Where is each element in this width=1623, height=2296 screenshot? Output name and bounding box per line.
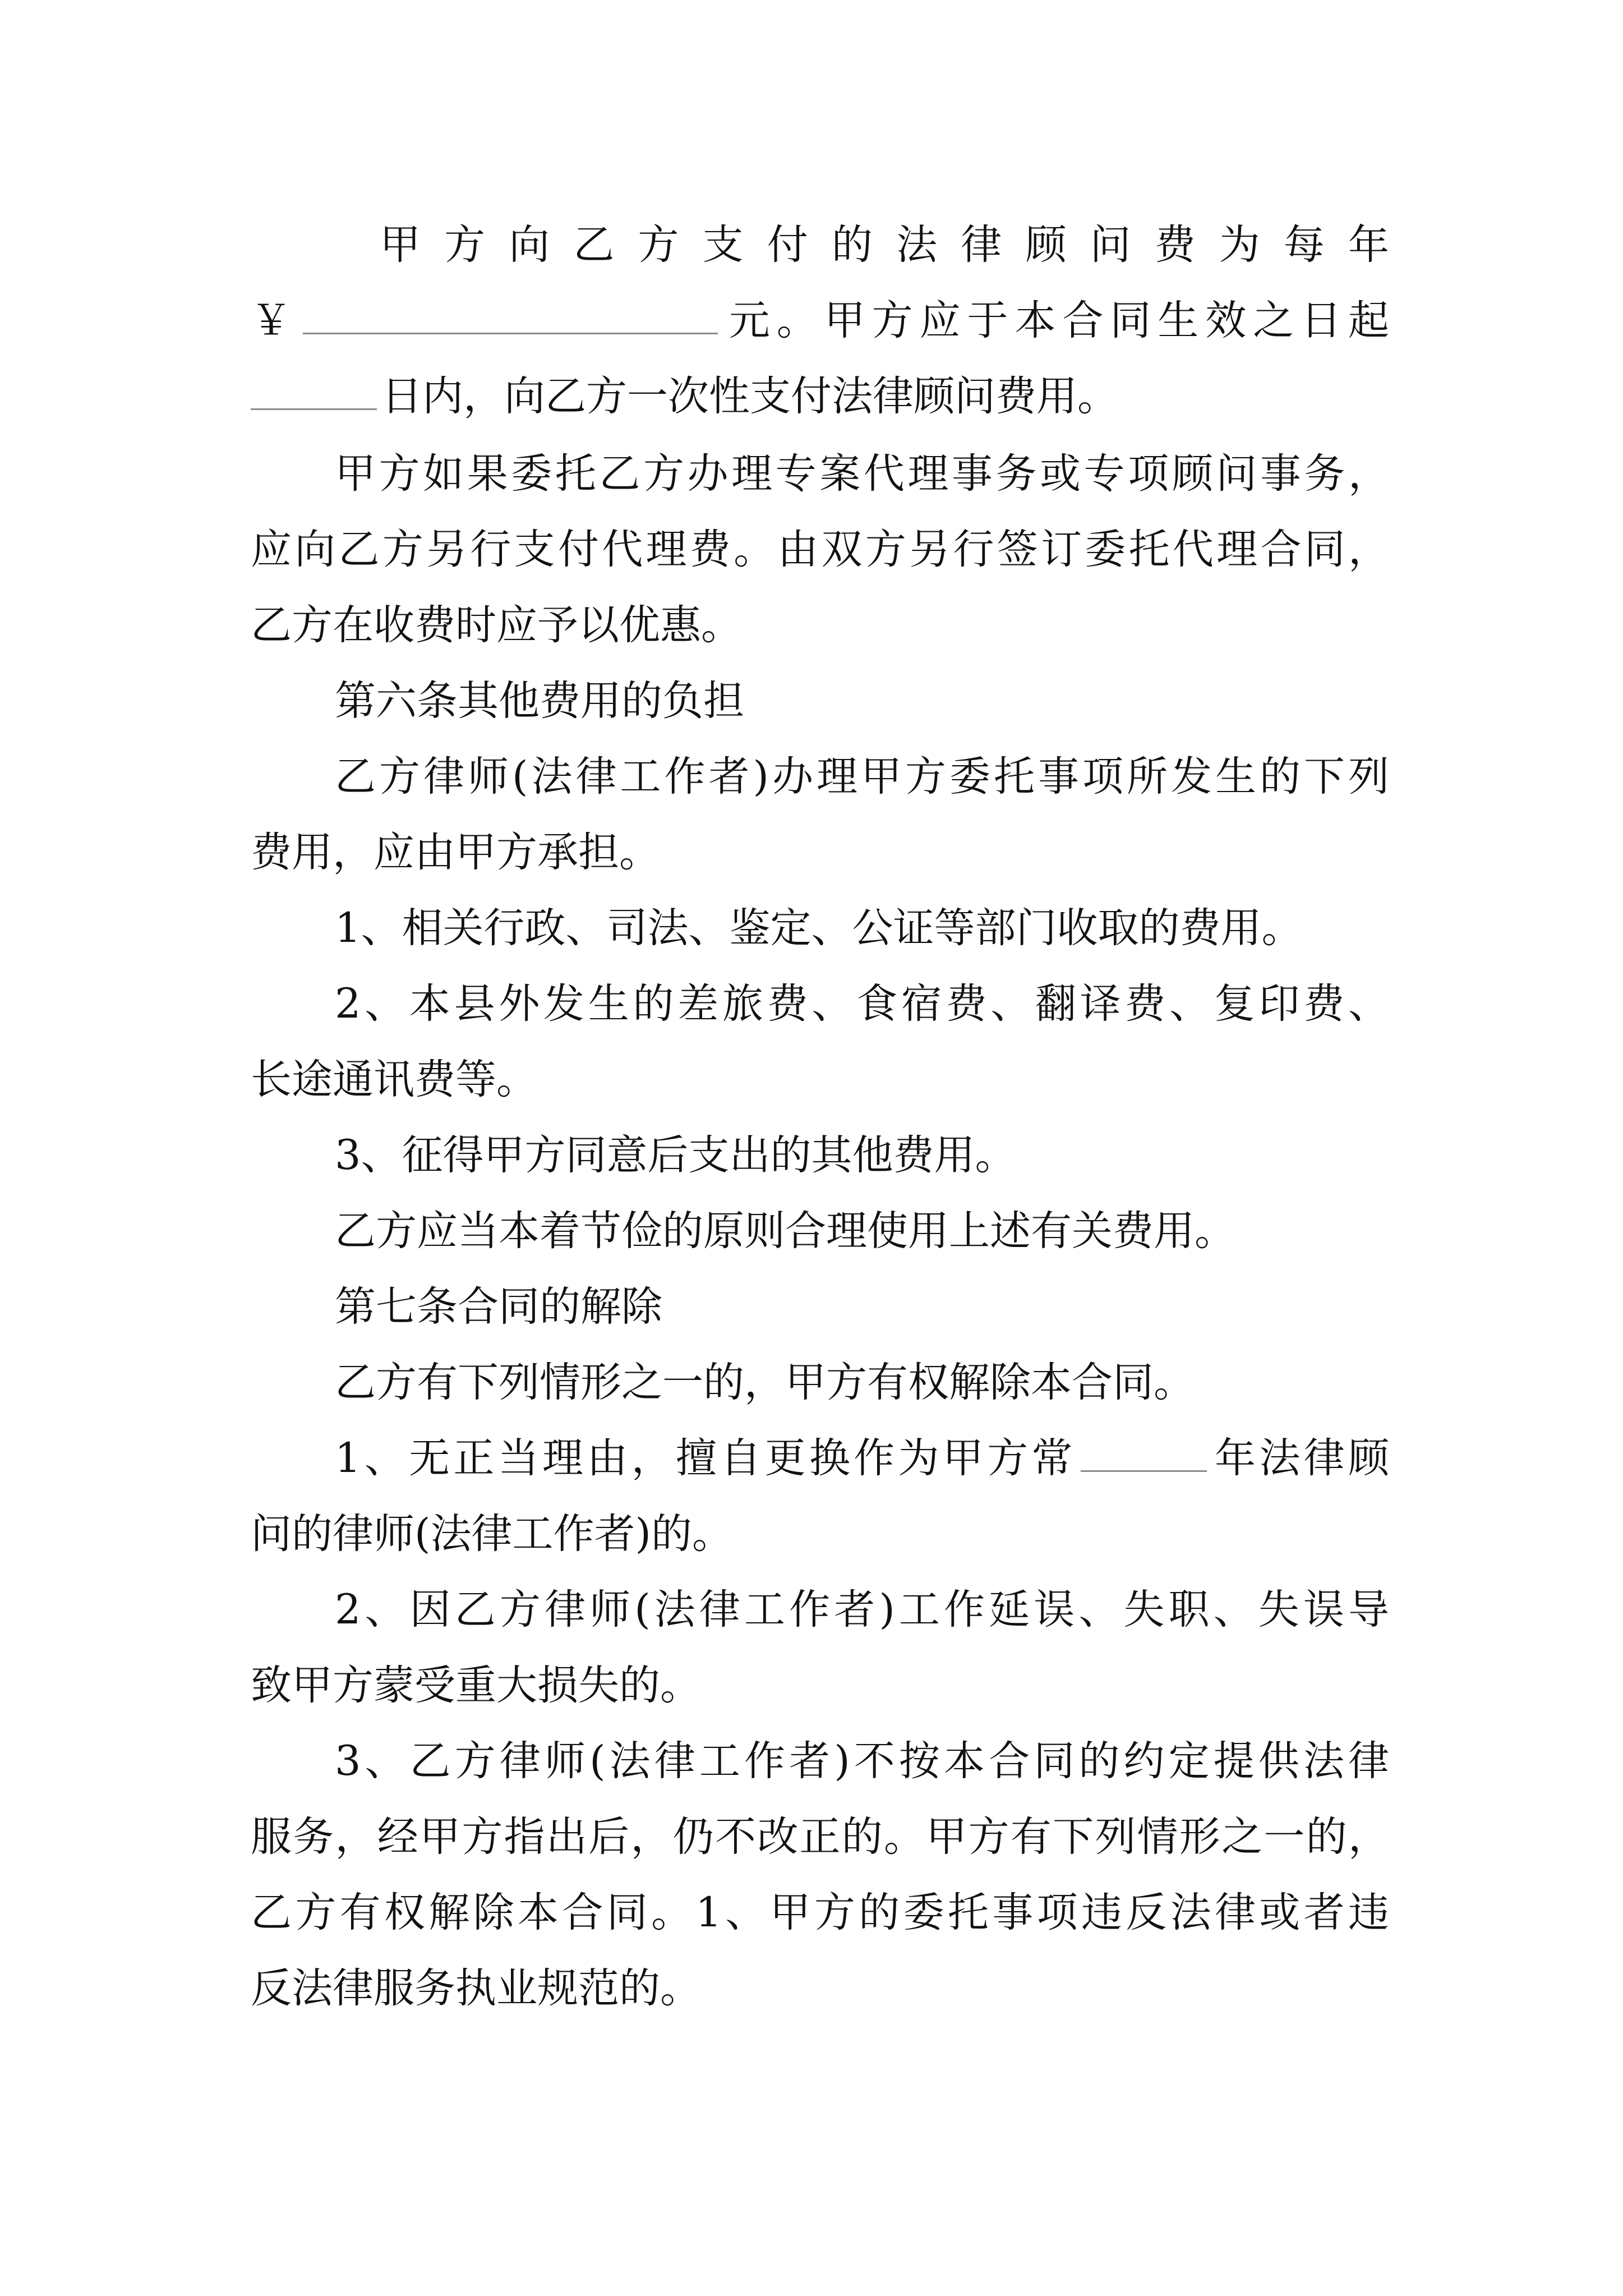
article-7-item-3-line-2: 服务，经甲方指出后，仍不改正的。甲方有下列情形之一的， [251, 1813, 1389, 1861]
article-6-closing: 乙方应当本着节俭的原则合理使用上述有关费用。 [335, 1207, 1235, 1255]
agency-line-1: 甲方如果委托乙方办理专案代理事务或专项顾问事务， [335, 450, 1389, 498]
article-6-item-1: 1、相关行政、司法、鉴定、公证等部门收取的费用。 [335, 904, 1303, 952]
article-7-heading: 第七条合同的解除 [335, 1283, 662, 1331]
agency-line-3: 乙方在收费时应予以优惠。 [251, 601, 742, 649]
article-6-item-3: 3、征得甲方同意后支出的其他费用。 [335, 1131, 1016, 1179]
article-7-item-3-line-4: 反法律服务执业规范的。 [251, 1964, 701, 2012]
fee-line-2-tail: 元。甲方应于本合同生效之日起 [722, 297, 1389, 344]
days-blank [251, 369, 377, 410]
article-7-item-1-tail: 年法律顾 [1211, 1434, 1389, 1482]
years-blank [1081, 1431, 1207, 1472]
fee-line-3 [251, 355, 1389, 439]
article-6-intro-line-1: 乙方律师(法律工作者)办理甲方委托事项所发生的下列 [335, 753, 1389, 800]
article-6-heading: 第六条其他费用的负担 [335, 677, 744, 725]
fee-line-2 [251, 279, 1389, 363]
article-7-intro: 乙方有下列情形之一的，甲方有权解除本合同。 [335, 1359, 1195, 1406]
article-7-item-1-head: 1、无正当理由，擅自更换作为甲方常 [335, 1434, 1076, 1482]
amount-blank [303, 293, 718, 334]
article-7-item-1-line-1 [335, 1416, 1389, 1501]
article-6-item-2-line-2: 长途通讯费等。 [251, 1056, 537, 1103]
currency-symbol: ￥ [251, 297, 298, 344]
article-6-intro-line-2: 费用，应由甲方承担。 [251, 829, 660, 876]
agency-line-2: 应向乙方另行支付代理费。由双方另行签订委托代理合同， [251, 526, 1389, 573]
article-6-item-2-line-1: 2、本县外发生的差旅费、食宿费、翻译费、复印费、 [335, 980, 1389, 1028]
article-7-item-3-line-3: 乙方有权解除本合同。1、甲方的委托事项违反法律或者违 [251, 1889, 1389, 1936]
fee-line-3-tail: 日内，向乙方一次性支付法律顾问费用。 [381, 372, 1118, 420]
article-7-item-3-line-1: 3、乙方律师(法律工作者)不按本合同的约定提供法律 [335, 1737, 1389, 1785]
article-7-item-1-line-2: 问的律师(法律工作者)的。 [251, 1510, 733, 1558]
fee-line-1: 甲方向乙方支付的法律顾问费为每年 [380, 221, 1389, 269]
article-7-item-2-line-2: 致甲方蒙受重大损失的。 [251, 1662, 701, 1709]
article-7-item-2-line-1: 2、因乙方律师(法律工作者)工作延误、失职、失误导 [335, 1586, 1389, 1634]
